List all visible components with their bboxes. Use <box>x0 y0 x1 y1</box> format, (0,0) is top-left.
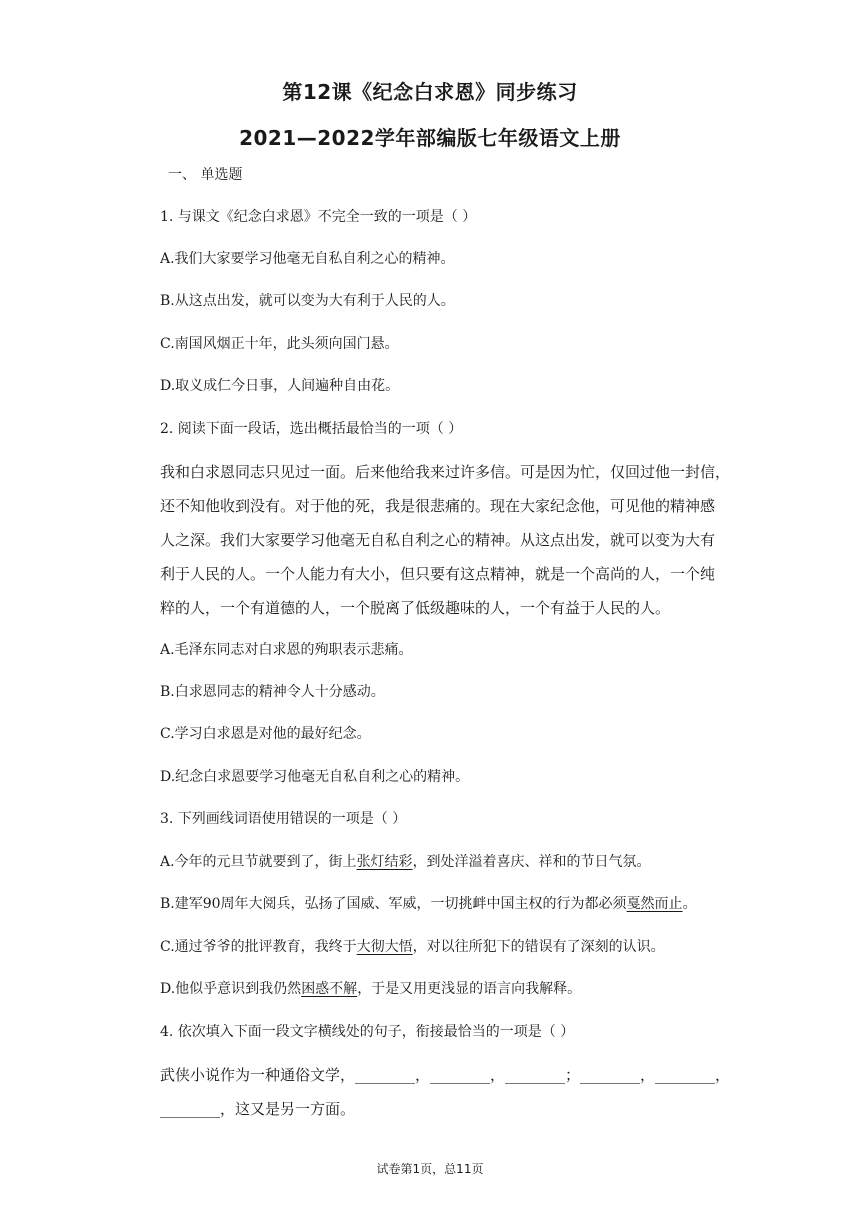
underlined-word: 大彻大悟 <box>356 939 413 955</box>
option-text: B.建军90周年大阅兵，弘扬了国威、军威，一切挑衅中国主权的行为都必须 <box>160 896 627 912</box>
question-2-passage-line-2: 还不知他收到没有。对于他的死，我是很悲痛的。现在大家纪念他，可见他的精神感 <box>160 497 716 515</box>
question-2-option-a: A.毛泽东同志对白求恩的殉职表示悲痛。 <box>160 642 413 658</box>
page-title: 第12课《纪念白求恩》同步练习 <box>282 80 578 104</box>
question-4-stem: 4. 依次填入下面一段文字横线处的句子，衔接最恰当的一项是（ ） <box>160 1024 575 1040</box>
option-text: ，于是又用更浅显的语言向我解释。 <box>357 981 582 997</box>
section-heading: 一、 单选题 <box>168 167 243 183</box>
question-3-option-c <box>160 936 665 956</box>
option-text: C.通过爷爷的批评教育，我终于 <box>160 939 357 955</box>
question-3-option-a <box>160 851 651 871</box>
underlined-word: 戛然而止 <box>626 896 683 912</box>
question-2-option-c: C.学习白求恩是对他的最好纪念。 <box>160 726 371 742</box>
question-1-option-d: D.取义成仁今日事，人间遍种自由花。 <box>160 378 400 394</box>
question-2-passage-line-4: 利于人民的人。一个人能力有大小，但只要有这点精神，就是一个高尚的人，一个纯 <box>160 565 716 583</box>
option-text: A.今年的元旦节就要到了，街上 <box>160 854 357 870</box>
question-4-text-line-1: 武侠小说作为一种通俗文学，________，________，________；________，________， <box>160 1066 731 1084</box>
page-subtitle: 2021—2022学年部编版七年级语文上册 <box>239 126 621 150</box>
question-2-passage-line-3: 人之深。我们大家要学习他毫无自私自利之心的精神。从这点出发，就可以变为大有 <box>160 531 716 549</box>
question-2-option-b: B.白求恩同志的精神令人十分感动。 <box>160 684 385 700</box>
page-footer: 试卷第1页，总11页 <box>376 1162 484 1176</box>
question-2-stem: 2. 阅读下面一段话，选出概括最恰当的一项（ ） <box>160 421 463 437</box>
question-1-option-a: A.我们大家要学习他毫无自私自利之心的精神。 <box>160 251 455 267</box>
question-4-text-line-2: ________，这又是另一方面。 <box>160 1100 356 1118</box>
underlined-word: 困惑不解 <box>301 981 358 997</box>
question-2-passage-line-1: 我和白求恩同志只见过一面。后来他给我来过许多信。可是因为忙，仅回过他一封信， <box>160 463 731 481</box>
option-text: 。 <box>682 896 697 912</box>
question-1-option-b: B.从这点出发，就可以变为大有利于人民的人。 <box>160 293 455 309</box>
option-text: D.他似乎意识到我仍然 <box>160 981 302 997</box>
question-1-stem: 1. 与课文《纪念白求恩》不完全一致的一项是（ ） <box>160 209 477 225</box>
option-text: ，到处洋溢着喜庆、祥和的节日气氛。 <box>412 854 651 870</box>
question-3-option-d <box>160 978 581 998</box>
question-1-option-c: C.南国风烟正十年，此头须向国门悬。 <box>160 336 399 352</box>
underlined-word: 张灯结彩 <box>356 854 413 870</box>
question-2-option-d: D.纪念白求恩要学习他毫无自私自利之心的精神。 <box>160 769 470 785</box>
question-3-stem: 3. 下列画线词语使用错误的一项是（ ） <box>160 811 407 827</box>
question-2-passage-line-5: 粹的人，一个有道德的人，一个脱离了低级趣味的人，一个有益于人民的人。 <box>160 599 671 617</box>
option-text: ，对以往所犯下的错误有了深刻的认识。 <box>412 939 665 955</box>
question-3-option-b <box>160 893 697 913</box>
